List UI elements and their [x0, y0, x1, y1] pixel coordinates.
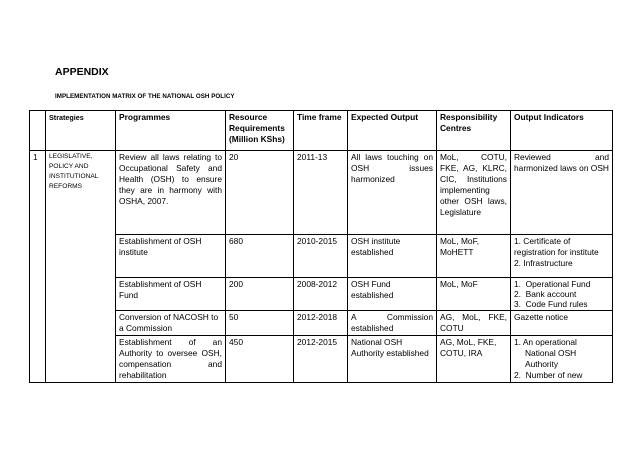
indicator-item: 2. Bank account — [514, 289, 577, 299]
expected-output-cell: OSH institute established — [348, 235, 437, 278]
resource-cell: 50 — [226, 311, 294, 336]
resource-cell: 200 — [226, 278, 294, 311]
indicator-item: Gazette notice — [514, 312, 569, 322]
time-frame-cell: 2011-13 — [294, 151, 348, 235]
resource-cell: 20 — [226, 151, 294, 235]
output-indicators-cell — [511, 311, 613, 336]
header-resource: Resource Requirements (Million KShs) — [226, 111, 294, 151]
expected-output-cell: A Commission established — [348, 311, 437, 336]
table-row — [30, 235, 613, 278]
output-indicators-cell — [511, 278, 613, 311]
strategy-cell: LEGISLATIVE, POLICY AND INSTITUTIONAL REFORMS — [46, 151, 116, 383]
responsibility-cell: AG, MoL, FKE, COTU, IRA — [437, 336, 511, 383]
header-output-indicators: Output Indicators — [511, 111, 613, 151]
programme-cell: Review all laws relating to Occupational Safety and Health (OSH) to ensure they are in harmony with OSHA, 2007. — [116, 151, 226, 235]
header-expected-output: Expected Output — [348, 111, 437, 151]
expected-output-cell: All laws touching on OSH issues harmonized — [348, 151, 437, 235]
header-responsibility: Responsibility Centres — [437, 111, 511, 151]
resource-cell: 680 — [226, 235, 294, 278]
expected-output-cell: National OSH Authority established — [348, 336, 437, 383]
indicator-item: 2. Number of new — [514, 370, 583, 380]
responsibility-cell: AG, MoL, FKE, COTU — [437, 311, 511, 336]
row-number: 1 — [30, 151, 46, 383]
implementation-matrix-table — [29, 110, 613, 383]
responsibility-cell: MoL, MoF, MoHETT — [437, 235, 511, 278]
programme-cell: Establishment of OSH institute — [116, 235, 226, 278]
matrix-subheading: IMPLEMENTATION MATRIX OF THE NATIONAL OSH POLICY — [55, 93, 235, 100]
indicator-item: 2. Infrastructure — [514, 258, 573, 268]
indicator-item: 1. Operational Fund — [514, 279, 591, 289]
time-frame-cell: 2010-2015 — [294, 235, 348, 278]
programme-cell: Establishment of OSH Fund — [116, 278, 226, 311]
table-header-row — [30, 111, 613, 151]
time-frame-cell: 2012-2018 — [294, 311, 348, 336]
responsibility-cell: MoL, MoF — [437, 278, 511, 311]
table-row — [30, 311, 613, 336]
table-row — [30, 278, 613, 311]
appendix-heading: APPENDIX — [55, 66, 109, 78]
output-indicators-cell — [511, 336, 613, 383]
header-time-frame: Time frame — [294, 111, 348, 151]
output-indicators-cell — [511, 235, 613, 278]
responsibility-cell: MoL, COTU, FKE, AG, KLRC, CIC, Institutions implementing other OSH laws, Legislature — [437, 151, 511, 235]
programme-cell: Establishment of an Authority to oversee OSH, compensation and rehabilitation — [116, 336, 226, 383]
output-indicators-cell — [511, 151, 613, 235]
header-number — [30, 111, 46, 151]
expected-output-cell: OSH Fund established — [348, 278, 437, 311]
indicator-item: 3. Code Fund rules — [514, 299, 588, 309]
time-frame-cell: 2008-2012 — [294, 278, 348, 311]
indicator-item: 1. An operational National OSH Authority — [514, 337, 577, 369]
table-row — [30, 336, 613, 383]
resource-cell: 450 — [226, 336, 294, 383]
table-row — [30, 151, 613, 235]
time-frame-cell: 2012-2015 — [294, 336, 348, 383]
programme-cell: Conversion of NACOSH to a Commission — [116, 311, 226, 336]
indicator-item: Reviewed and harmonized laws on OSH — [514, 152, 609, 173]
header-programmes: Programmes — [116, 111, 226, 151]
indicator-item: 1. Certificate of registration for institute — [514, 236, 599, 257]
header-strategies: Strategies — [46, 111, 116, 151]
